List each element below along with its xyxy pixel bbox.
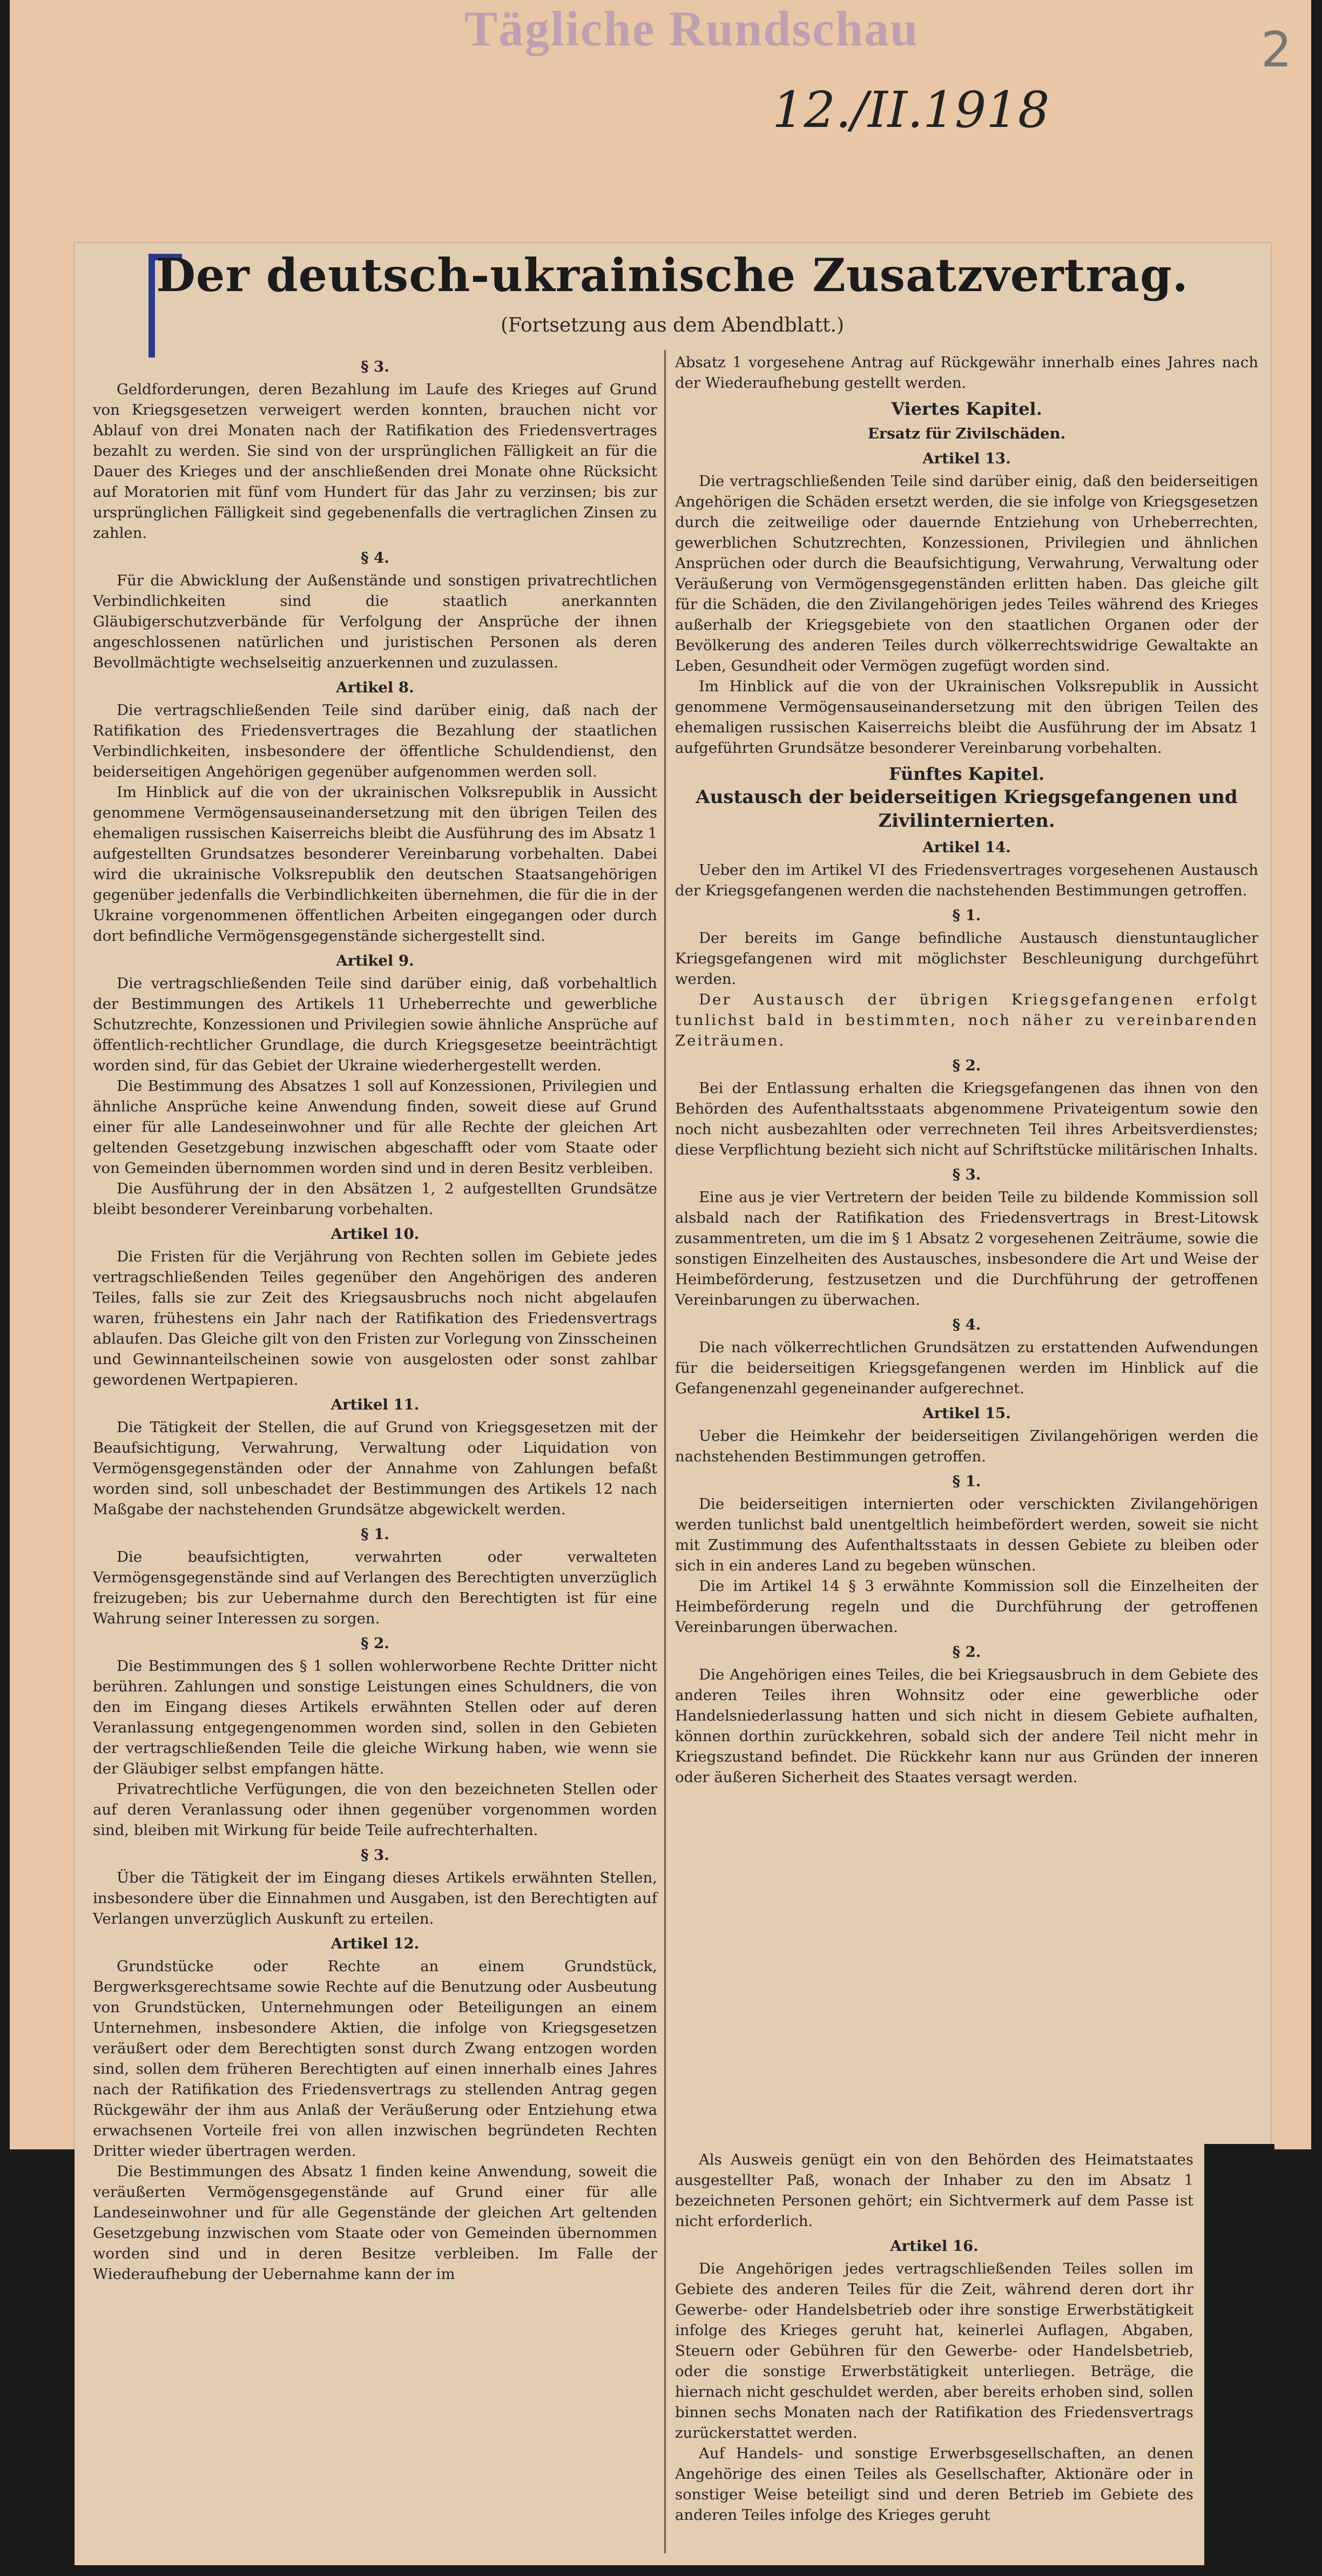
chapter-heading: Viertes Kapitel. bbox=[891, 399, 1042, 419]
paragraph: Absatz 1 vorgesehene Antrag auf Rückgewähr innerhalb eines Jahres nach der Wiederaufhebung gestellt werden. bbox=[675, 354, 1258, 392]
paragraph: Die Angehörigen jedes vertragschließenden Teiles sollen im Gebiete des anderen Teiles für die Zeit, während deren dort ihr Gewerbe- oder Handelsbetrieb oder ihre sonstige Erwerbstätigkeit infolge des Krieges geruht hat, keinerlei Auflagen, Abgaben, Steuern oder Gebühren für den Gewerbe- oder Handelsbetrieb, oder die sonstige Erwerbstätigkeit unterliegen. Beträge, die hiernach nicht geschuldet werden, aber bereits erhoben sind, sollen binnen sechs Monaten nach der Ratifikation des Friedensvertrags zurückerstattet werden. bbox=[675, 2260, 1193, 2442]
article-heading: Artikel 13. bbox=[922, 450, 1011, 467]
paragraph: Die im Artikel 14 § 3 erwähnte Kommission soll die Einzelheiten der Heimbeförderung regeln und die Durchführung der getroffenen Vereinbarungen überwachen. bbox=[675, 1577, 1258, 1636]
paragraph: Im Hinblick auf die von der Ukrainischen Volksrepublik in Aussicht genommene Vermögensauseinandersetzung mit den übrigen Teilen des ehemaligen russischen Kaiserreichs bleibt die Ausführung der im Absatz 1 aufgeführten Grundsätze besonderer Vereinbarung vorbehalten. bbox=[675, 678, 1258, 757]
article-heading: Artikel 11. bbox=[330, 1396, 420, 1413]
section-heading: § 4. bbox=[361, 549, 389, 567]
article-heading: Artikel 16. bbox=[890, 2237, 979, 2255]
right-column bbox=[675, 352, 1258, 2140]
chapter-subheading: Ersatz für Zivilschäden. bbox=[867, 425, 1066, 442]
section-heading: § 1. bbox=[952, 907, 981, 924]
paragraph: Bei der Entlassung erhalten die Kriegsgefangenen das ihnen von den Behörden des Aufenthaltsstaats abgenommene Privateigentum sowie den noch nicht ausbezahlten oder verrechneten Teil ihres Arbeitsverdienstes; diese Verpflichtung bezieht sich nicht auf Schriftstücke militärischen Inhalts. bbox=[675, 1080, 1258, 1158]
chapter-heading: Fünftes Kapitel. bbox=[888, 764, 1045, 784]
paragraph: Die Bestimmung des Absatzes 1 soll auf Konzessionen, Privilegien und ähnliche Ansprüche keine Anwendung finden, soweit diese auf Grund einer für alle Landeseinwohner und für alle Rechte der gleichen Art geltenden Gesetzgebung inzwischen abgeschafft oder vom Staate oder von Gemeinden übernommen worden sind und in deren Besitz verbleiben. bbox=[93, 1077, 657, 1177]
paragraph: Die Fristen für die Verjährung von Rechten sollen im Gebiete jedes vertragschließenden Teiles gegenüber den Angehörigen des anderen Teiles, falls sie zur Zeit des Kriegsausbruchs noch nicht abgelaufen waren, frühestens ein Jahr nach der Ratifikation des Friedensvertrags ablaufen. Das Gleiche gilt von den Fristen zur Vorlegung von Zinsscheinen und Gewinnanteilscheinen sowie von ausgelosten oder sonst zahlbar gewordenen Wertpapieren. bbox=[93, 1248, 657, 1388]
paragraph: Die beaufsichtigten, verwahrten oder verwalteten Vermögensgegenstände sind auf Verlangen des Berechtigten unverzüglich freizugeben; bis zur Uebernahme durch den Berechtigten ist für eine Wahrung seiner Interessen zu sorgen. bbox=[93, 1548, 657, 1627]
paragraph: Der Austausch der übrigen Kriegsgefangenen erfolgt tunlichst bald in bestimmten, noch näher zu vereinbarenden Zeiträumen. bbox=[675, 991, 1258, 1049]
article-heading: Artikel 10. bbox=[330, 1225, 420, 1243]
paragraph: Die nach völkerrechtlichen Grundsätzen zu erstattenden Aufwendungen für die beiderseitigen Kriegsgefangenen werden im Hinblick auf die Gefangenenzahl gegeneinander aufgerechnet. bbox=[675, 1339, 1258, 1397]
article-heading: Artikel 14. bbox=[922, 839, 1011, 856]
paragraph: Privatrechtliche Verfügungen, die von den bezeichneten Stellen oder auf deren Veranlassung oder ihnen gegenüber vorgenommen worden sind, bleiben mit Wirkung für beide Teile aufrechterhalten. bbox=[93, 1781, 657, 1839]
paragraph: Die Bestimmungen des § 1 sollen wohlerworbene Rechte Dritter nicht berühren. Zahlungen und sonstige Leistungen eines Schuldners, die von den im Eingang dieses Artikels erwähnten Stellen oder auf deren Veranlassung entgegengenommen worden sind, sollen in den Gebieten der vertragschließenden Teile die gleiche Wirkung haben, wie wenn sie der Gläubiger selbst empfangen hätte. bbox=[93, 1657, 657, 1777]
paragraph: Die Angehörigen eines Teiles, die bei Kriegsausbruch in dem Gebiete des anderen Teiles ihren Wohnsitz oder eine gewerbliche oder Handelsniederlassung hatten und sich nicht in diesem Gebiete aufhalten, können dorthin zurückkehren, sobald sich der andere Teil nicht mehr in Kriegszustand befindet. Die Rückkehr kann nur aus Gründen der inneren oder äußeren Sicherheit des Staates versagt werden. bbox=[675, 1666, 1258, 1786]
section-heading: § 3. bbox=[952, 1166, 981, 1183]
paragraph: Über die Tätigkeit der im Eingang dieses Artikels erwähnten Stellen, insbesondere über die Einnahmen und Ausgaben, ist den Berechtigten auf Verlangen unverzüglich Auskunft zu erteilen. bbox=[93, 1869, 657, 1927]
paragraph: Die Ausführung der in den Absätzen 1, 2 aufgestellten Grundsätze bleibt besonderer Vereinbarung vorbehalten. bbox=[93, 1180, 657, 1218]
paragraph: Die Tätigkeit der Stellen, die auf Grund von Kriegsgesetzen mit der Beaufsichtigung, Verwahrung, Verwaltung oder Liquidation von Vermögensgegenständen oder der Annahme von Zahlungen befaßt worden sind, soll unbeschadet der Bestimmungen des Artikels 12 nach Maßgabe der nachstehenden Grundsätze abgewickelt werden. bbox=[93, 1419, 657, 1518]
paragraph: Die vertragschließenden Teile sind darüber einig, daß nach der Ratifikation des Friedensvertrages die Bezahlung der staatlichen Verbindlichkeiten, insbesondere der öffentliche Schuldendienst, den beiderseitigen Angehörigen gegenüber aufgenommen werden soll. bbox=[93, 702, 657, 780]
paragraph: Der bereits im Gange befindliche Austausch dienstuntauglicher Kriegsgefangenen wird mit möglichster Beschleunigung durchgeführt werden. bbox=[675, 929, 1258, 988]
article-heading: Artikel 8. bbox=[336, 679, 414, 696]
paragraph: Für die Abwicklung der Außenstände und sonstigen privatrechtlichen Verbindlichkeiten sind die staatlich anerkannten Gläubigerschutzverbände für Verfolgung der Ansprüche der ihnen angeschlossenen natürlichen und juristischen Personen als deren Bevollmächtigte wechselseitig anzuerkennen und zuzulassen. bbox=[93, 572, 657, 671]
clipping-cut-corner bbox=[1204, 2144, 1274, 2576]
paragraph: Ueber die Heimkehr der beiderseitigen Zivilangehörigen werden die nachstehenden Bestimmungen getroffen. bbox=[675, 1427, 1258, 1465]
section-heading: § 3. bbox=[361, 358, 389, 375]
paragraph: Geldforderungen, deren Bezahlung im Laufe des Krieges auf Grund von Kriegsgesetzen verweigert werden konnten, brauchen nicht vor Ablauf von drei Monaten nach der Ratifikation des Friedensvertrages bezahlt zu werden. Sie sind von der ursprünglichen Fälligkeit an für die Dauer des Krieges und der anschließenden drei Monate ohne Rücksicht auf Moratorien mit fünf vom Hundert für das Jahr zu verzinsen; bis zur ursprünglichen Fälligkeit sind gegebenenfalls die vertraglichen Zinsen zu zahlen. bbox=[93, 381, 657, 542]
left-column bbox=[93, 352, 657, 2561]
section-heading: § 4. bbox=[952, 1316, 981, 1333]
newspaper-stamp: Tägliche Rundschau bbox=[464, 1, 919, 56]
section-heading: § 2. bbox=[952, 1057, 981, 1074]
page-number: 2 bbox=[1261, 22, 1292, 78]
article-title: Der deutsch-ukrainische Zusatzvertrag. bbox=[156, 248, 1189, 302]
paragraph: Eine aus je vier Vertretern der beiden Teile zu bildende Kommission soll alsbald nach der Ratifikation des Friedensvertrags in Brest-Litowsk zusammentreten, um die im § 1 Absatz 2 vorgesehenen Zeiträume, sowie die sonstigen Einzelheiten des Austausches, insbesondere die Art und Weise der Heimbeförderung, festzusetzen und die Durchführung der getroffenen Vereinbarungen zu überwachen. bbox=[675, 1189, 1258, 1309]
chapter-subheading: Austausch der beiderseitigen Kriegsgefangenen und Zivilinternierten. bbox=[696, 786, 1238, 832]
handwritten-date: 12./II.1918 bbox=[772, 81, 1050, 139]
paragraph: Die beiderseitigen internierten oder verschickten Zivilangehörigen werden tunlichst bald unentgeltlich heimbefördert werden, soweit sie nicht mit Zustimmung des Aufenthaltsstaats in dessen Gebiete zu bleiben oder sich in ein anderes Land zu begeben wünschen. bbox=[675, 1495, 1258, 1574]
paragraph: Grundstücke oder Rechte an einem Grundstück, Bergwerksgerechtsame sowie Rechte auf die Benutzung oder Ausbeutung von Grundstücken, Unternehmungen oder Beteiligungen an einem Unternehmen, insbesondere Aktien, die infolge von Kriegsgesetzen veräußert oder dem Berechtigten sonst durch Zwang entzogen worden sind, sollen dem früheren Berechtigten auf einen innerhalb eines Jahres nach der Ratifikation des Friedensvertrags zu stellenden Antrag gegen Rückgewähr der ihm aus Anlaß der Veräußerung oder Entziehung etwa erwachsenen Vorteile frei von allen inzwischen begründeten Rechten Dritter wieder übertragen werden. bbox=[93, 1958, 657, 2160]
article-heading: Artikel 15. bbox=[922, 1405, 1011, 1422]
paragraph: Im Hinblick auf die von der ukrainischen Volksrepublik in Aussicht genommene Vermögensauseinandersetzung mit den übrigen Teilen des ehemaligen russischen Kaiserreichs bleibt die Ausführung des im Absatz 1 aufgestellten Grundsatzes besonderer Vereinbarung vorbehalten. Dabei wird die ukrainische Volksrepublik den deutschen Staatsangehörigen gegenüber jedenfalls die Verbindlichkeiten übernehmen, die für die in der Ukraine vorgenommenen öffentlichen Arbeiten eingegangen oder durch dort befindliche Vermögensgegenstände sichergestellt sind. bbox=[93, 784, 657, 945]
section-heading: § 1. bbox=[952, 1473, 981, 1490]
article-subtitle: (Fortsetzung aus dem Abendblatt.) bbox=[501, 314, 844, 336]
paragraph: Die vertragschließenden Teile sind darüber einig, daß vorbehaltlich der Bestimmungen des Artikels 11 Urheberrechte und gewerbliche Schutzrechte, Konzessionen und Privilegien sowie ähnliche Ansprüche auf öffentlich-rechtlicher Grundlage, die durch Kriegsgesetze beeinträchtigt worden sind, für das Gebiet der Ukraine wiederhergestellt werden. bbox=[93, 975, 657, 1074]
article-heading: Artikel 12. bbox=[330, 1935, 420, 1952]
paragraph: Auf Handels- und sonstige Erwerbsgesellschaften, an denen Angehörige des einen Teiles als Gesellschafter, Aktionäre oder in sonstiger Weise beteiligt sind und deren Betrieb im Gebiete des anderen Teiles infolge des Krieges geruht bbox=[675, 2445, 1193, 2524]
section-heading: § 3. bbox=[361, 1846, 389, 1864]
article-heading: Artikel 9. bbox=[336, 952, 414, 969]
paragraph: Ueber den im Artikel VI des Friedensvertrages vorgesehenen Austausch der Kriegsgefangenen werden die nachstehenden Bestimmungen getroffen. bbox=[675, 861, 1258, 899]
column-divider bbox=[664, 350, 666, 2553]
paragraph: Die vertragschließenden Teile sind darüber einig, daß den beiderseitigen Angehörigen die Schäden ersetzt werden, die sie infolge von Kriegsgesetzen durch die zeitweilige oder dauernde Entziehung von Urheberrechten, gewerblichen Schutzrechten, Konzessionen, Privilegien und ähnlichen Ansprüchen oder durch die Beaufsichtigung, Verwahrung, Verwaltung oder Veräußerung von Vermögensgegenständen erlitten haben. Das gleiche gilt für die Schäden, die den Zivilangehörigen jedes Teiles während des Krieges außerhalb der Kriegsgebiete von den staatlichen Organen oder der Bevölkerung des anderen Teiles durch völkerrechtswidrige Gewaltakte an Leben, Gesundheit oder Vermögen zugefügt worden sind. bbox=[675, 473, 1258, 675]
section-heading: § 2. bbox=[952, 1643, 981, 1661]
section-heading: § 2. bbox=[361, 1635, 389, 1652]
paragraph: Die Bestimmungen des Absatz 1 finden keine Anwendung, soweit die veräußerten Vermögensgegenstände auf Grund einer für alle Landeseinwohner und für alle Gegenstände der gleichen Art geltenden Gesetzgebung inzwischen vom Staate oder von Gemeinden übernommen worden sind und in deren Besitze verbleiben. Im Falle der Wiederaufhebung der Uebernahme kann der im bbox=[93, 2163, 657, 2283]
paragraph: Als Ausweis genügt ein von den Behörden des Heimatstaates ausgestellter Paß, wonach der Inhaber zu den im Absatz 1 bezeichneten Personen gehört; ein Sichtvermerk auf dem Passe ist nicht erforderlich. bbox=[675, 2151, 1193, 2230]
section-heading: § 1. bbox=[361, 1526, 389, 1543]
right-column-lower bbox=[675, 2149, 1193, 2565]
